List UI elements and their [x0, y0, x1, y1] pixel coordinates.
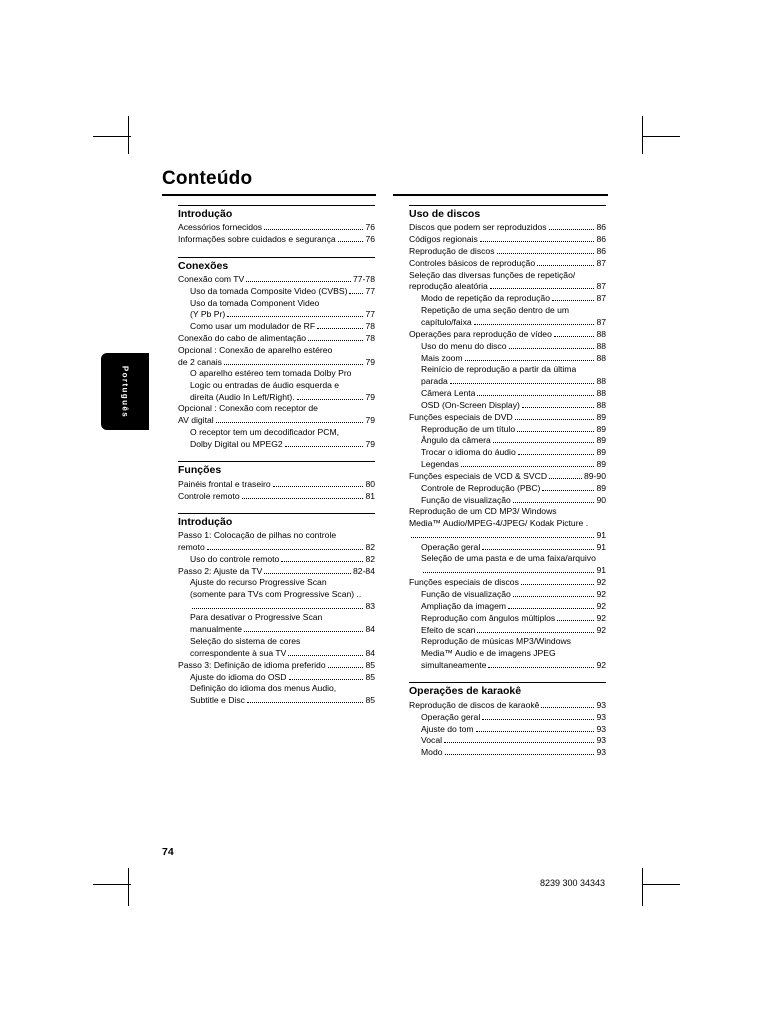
toc-entry-text: Reprodução de músicas MP3/Windows — [421, 636, 571, 647]
toc-entry-page: 87 — [596, 316, 606, 327]
toc-entry — [178, 659, 375, 671]
toc-entry-page: 87 — [596, 281, 606, 292]
toc-entry-page: 85 — [365, 671, 375, 682]
toc-entry — [178, 403, 375, 415]
toc-entry — [409, 565, 606, 577]
dot-leader — [445, 747, 595, 755]
toc-entry-page: 93 — [596, 711, 606, 722]
toc-entry-page: 89 — [596, 411, 606, 422]
toc-entry-text: Funções especiais de VCD & SVCD — [409, 471, 548, 482]
toc-entry-text: Definição do idioma dos menus Audio, — [190, 683, 337, 694]
toc-entry — [409, 246, 606, 258]
toc-entry — [409, 423, 606, 435]
toc-entry — [178, 234, 375, 246]
toc-entry-page: 78 — [365, 321, 375, 332]
toc-entry-text: Painéis frontal e traseiro — [178, 478, 271, 489]
toc-entry-page: 91 — [596, 529, 606, 540]
toc-entry — [409, 305, 606, 317]
section-title: Conexões — [178, 257, 375, 273]
toc-entry — [178, 671, 375, 683]
toc-entry — [178, 333, 375, 345]
toc-entry-text: Códigos regionais — [409, 234, 478, 245]
toc-entry-text: Controles básicos de reprodução — [409, 257, 536, 268]
toc-entry-page: 87 — [596, 257, 606, 268]
toc-entry-page: 89 — [596, 483, 606, 493]
toc-entry-text: Informações sobre cuidados e segurança — [178, 234, 336, 245]
toc-entry-text: Operações para reprodução de vídeo — [409, 328, 552, 339]
toc-entry-page: 77-78 — [353, 274, 375, 285]
toc-entry — [178, 438, 375, 450]
toc-entry-text: Media™ Audio/MPEG-4/JPEG/ Kodak Picture . — [409, 518, 589, 529]
toc-entry-page: 80 — [365, 478, 375, 489]
toc-entry-text: Dolby Digital ou MPEG2 — [190, 438, 283, 449]
toc-entry — [178, 695, 375, 707]
toc-entry-text: Conexão do cabo de alimentação — [178, 333, 307, 344]
toc-entry-page: 89 — [596, 459, 606, 470]
dot-leader — [482, 711, 594, 719]
toc-entry-text: Seleção do sistema de cores — [190, 635, 301, 646]
toc-entry-page: 92 — [596, 589, 606, 600]
toc-entry-page: 90 — [596, 494, 606, 505]
toc-entry-text: Opcional : Conexão com receptor de — [178, 403, 318, 414]
toc-entry-page: 86 — [596, 222, 606, 233]
toc-entry — [409, 471, 606, 483]
toc-entry-page: 76 — [365, 234, 375, 245]
toc-entry-text: Ajuste do tom — [421, 723, 474, 734]
toc-entry-text: Discos que podem ser reproduzidos — [409, 222, 547, 233]
toc-entry — [178, 286, 375, 298]
language-tab — [101, 353, 149, 430]
language-tab-label: Português — [120, 365, 130, 418]
dot-leader — [411, 530, 594, 538]
crop-mark — [128, 868, 129, 906]
dot-leader — [509, 340, 595, 348]
toc-entry-text: Efeito de scan — [421, 624, 476, 635]
dot-leader — [541, 699, 594, 707]
toc-entry — [178, 577, 375, 589]
toc-entry-text: (somente para TVs com Progressive Scan) .. — [190, 589, 362, 599]
toc-entry-page: 93 — [596, 735, 606, 746]
dot-leader — [328, 659, 364, 667]
toc-entry-text: AV digital — [178, 415, 214, 426]
toc-entry-page: 79 — [365, 415, 375, 426]
toc-section — [178, 205, 375, 246]
dot-leader — [281, 554, 363, 562]
toc-entry — [178, 478, 375, 490]
dot-leader — [493, 435, 595, 443]
dot-leader — [288, 648, 363, 656]
toc-right-column — [409, 205, 606, 770]
toc-entry-text: Reprodução de um título — [421, 423, 516, 434]
dot-leader — [227, 309, 363, 317]
toc-entry-text: Subtitle e Disc — [190, 695, 245, 706]
toc-entry-text: Para desativar o Progressive Scan — [190, 612, 323, 623]
toc-entry — [178, 222, 375, 234]
toc-entry — [409, 411, 606, 423]
dot-leader — [242, 490, 364, 498]
toc-entry-text: Ângulo da câmera — [421, 435, 491, 446]
toc-section — [178, 513, 375, 707]
toc-entry — [409, 660, 606, 672]
toc-entry-text: de 2 canais — [178, 356, 222, 367]
toc-entry-text: Controle remoto — [178, 490, 240, 501]
toc-entry — [409, 447, 606, 459]
toc-entry-text: Funções especiais de DVD — [409, 411, 513, 422]
toc-left-column — [178, 205, 375, 718]
toc-entry — [178, 490, 375, 502]
toc-entry — [409, 281, 606, 293]
dot-leader — [207, 542, 364, 550]
dot-leader — [264, 222, 363, 230]
toc-entry-text: Acessórios fornecidos — [178, 222, 263, 233]
section-title: Funções — [178, 461, 375, 477]
dot-leader — [423, 565, 594, 573]
dot-leader — [549, 222, 595, 230]
page-title: Conteúdo — [162, 168, 253, 189]
toc-entry — [409, 293, 606, 305]
toc-entry — [409, 483, 606, 495]
toc-entry-page: 78 — [365, 333, 375, 344]
toc-entry — [409, 234, 606, 246]
dot-leader — [474, 317, 595, 325]
dot-leader — [450, 376, 595, 384]
toc-entry-text: Função de visualização — [421, 589, 511, 600]
dot-leader — [542, 483, 594, 491]
toc-entry-text: Legendas — [421, 459, 459, 470]
toc-entry-page: 87 — [596, 293, 606, 304]
toc-entry — [409, 399, 606, 411]
title-rule — [162, 194, 376, 196]
toc-entry — [409, 518, 606, 530]
toc-entry-text: Ampliação da imagem — [421, 601, 507, 612]
toc-entry-page: 85 — [365, 659, 375, 670]
toc-entry-page: 92 — [596, 624, 606, 635]
dot-leader — [289, 671, 364, 679]
toc-entry-page: 89-90 — [584, 471, 606, 482]
dot-leader — [552, 293, 594, 301]
dot-leader — [224, 356, 363, 364]
toc-entry — [178, 554, 375, 566]
section-title: Uso de discos — [409, 205, 606, 221]
toc-entry — [178, 298, 375, 310]
toc-entry-page: 84 — [365, 624, 375, 635]
toc-entry-page: 82 — [365, 553, 375, 564]
dot-leader — [247, 695, 364, 703]
toc-entry — [409, 317, 606, 329]
page-number: 74 — [162, 846, 174, 858]
toc-entry-page: 93 — [596, 747, 606, 758]
toc-entry — [178, 309, 375, 321]
crop-mark — [642, 136, 680, 137]
toc-entry-page: 88 — [596, 375, 606, 386]
section-title: Introdução — [178, 205, 375, 221]
toc-entry-page: 81 — [365, 490, 375, 501]
dot-leader — [477, 388, 594, 396]
toc-entry — [409, 495, 606, 507]
toc-entry-text: Controle de Reprodução (PBC) — [421, 483, 541, 493]
toc-entry-text: Reprodução com ângulos múltiplos — [421, 612, 556, 623]
dot-leader — [521, 577, 595, 585]
title-rule — [393, 194, 608, 196]
toc-entry — [409, 328, 606, 340]
dot-leader — [513, 495, 595, 503]
toc-entry — [409, 388, 606, 400]
toc-entry-page: 79 — [365, 391, 375, 402]
toc-entry — [409, 553, 606, 565]
toc-entry-text: Ajuste do recurso Progressive Scan — [190, 577, 327, 588]
toc-entry-page: 88 — [596, 352, 606, 363]
toc-entry-page: 77 — [365, 309, 375, 320]
toc-entry-page: 93 — [596, 723, 606, 734]
dot-leader — [444, 735, 594, 743]
toc-entry-text: O aparelho estéreo tem tomada Dolby Pro — [190, 368, 352, 379]
dot-leader — [465, 352, 595, 360]
toc-entry — [178, 542, 375, 554]
dot-leader — [246, 274, 351, 282]
dot-leader — [488, 660, 594, 668]
toc-entry-page: 92 — [596, 577, 606, 588]
toc-entry — [178, 601, 375, 613]
toc-entry-text: Ajuste do idioma do OSD — [190, 671, 287, 682]
toc-entry — [178, 368, 375, 380]
toc-entry-text: correspondente à sua TV — [190, 647, 287, 658]
dot-leader — [308, 333, 363, 341]
toc-entry — [178, 380, 375, 392]
toc-entry — [178, 392, 375, 404]
toc-entry-page: 82-84 — [353, 565, 375, 576]
toc-entry-page: 79 — [365, 438, 375, 449]
toc-entry-text: Uso da tomada Composite Video (CVBS) — [190, 285, 348, 296]
toc-entry-text: Seleção das diversas funções de repetição/ — [409, 269, 576, 280]
dot-leader — [317, 321, 363, 329]
toc-entry-text: Opcional : Conexão de aparelho estéreo — [178, 344, 333, 355]
toc-entry — [409, 577, 606, 589]
toc-entry — [178, 321, 375, 333]
dot-leader — [461, 459, 595, 467]
toc-entry-text: Uso da tomada Component Video — [190, 297, 320, 308]
toc-entry-text: remoto — [178, 542, 205, 553]
toc-entry-page: 83 — [365, 600, 375, 611]
toc-entry-text: Modo — [421, 747, 443, 758]
toc-section — [409, 205, 606, 671]
toc-entry — [409, 270, 606, 282]
toc-entry-text: manualmente — [190, 624, 243, 635]
toc-entry — [178, 345, 375, 357]
dot-leader — [480, 234, 595, 242]
toc-entry — [409, 636, 606, 648]
toc-entry-text: Passo 1: Colocação de pilhas no controle — [178, 530, 337, 541]
toc-entry — [409, 222, 606, 234]
toc-entry — [409, 625, 606, 637]
dot-leader — [513, 589, 595, 597]
toc-entry — [178, 356, 375, 368]
toc-entry — [178, 566, 375, 578]
toc-entry-page: 91 — [596, 565, 606, 576]
toc-entry-text: parada — [421, 375, 448, 386]
crop-mark — [128, 116, 129, 154]
toc-section — [409, 682, 606, 758]
toc-entry-text: reprodução aleatória — [409, 281, 488, 292]
crop-mark — [642, 868, 643, 906]
toc-section — [178, 257, 375, 451]
dot-leader — [497, 246, 595, 254]
dot-leader — [508, 601, 594, 609]
section-title: Introdução — [178, 513, 375, 529]
toc-entry — [409, 699, 606, 711]
toc-entry — [409, 506, 606, 518]
toc-entry — [409, 723, 606, 735]
toc-entry — [409, 340, 606, 352]
toc-entry — [409, 459, 606, 471]
toc-entry-page: 92 — [596, 601, 606, 612]
dot-leader — [557, 613, 594, 621]
toc-entry-page: 79 — [365, 356, 375, 367]
toc-entry — [409, 542, 606, 554]
toc-entry-text: Câmera Lenta — [421, 387, 476, 398]
toc-entry-text: (Y Pb Pr) — [190, 309, 226, 320]
toc-entry-text: Reprodução de discos de karaokê — [409, 699, 540, 710]
toc-entry-text: Passo 3: Definição de idioma preferido — [178, 659, 326, 670]
dot-leader — [515, 411, 595, 419]
toc-entry-text: Media™ Audio e de imagens JPEG — [421, 647, 556, 658]
toc-entry-page: 86 — [596, 246, 606, 257]
crop-mark — [93, 136, 131, 137]
toc-entry-page: 76 — [365, 222, 375, 233]
dot-leader — [477, 625, 594, 633]
toc-entry-text: direita (Audio In Left/Right). — [190, 391, 295, 402]
dot-leader — [517, 423, 594, 431]
toc-entry-text: Operação geral — [421, 541, 481, 552]
dot-leader — [349, 286, 363, 294]
toc-entry-text: Reinício de reprodução a partir da última — [421, 364, 577, 375]
dot-leader — [554, 328, 595, 336]
toc-entry-page: 92 — [596, 612, 606, 623]
dot-leader — [264, 566, 351, 574]
dot-leader — [273, 478, 364, 486]
toc-entry-text: Vocal — [421, 735, 443, 746]
toc-entry — [409, 648, 606, 660]
toc-entry-page: 84 — [365, 647, 375, 658]
toc-entry — [409, 530, 606, 542]
toc-entry-page: 85 — [365, 695, 375, 706]
toc-entry-page: 93 — [596, 699, 606, 710]
toc-entry — [409, 735, 606, 747]
document-code: 8239 300 34343 — [540, 878, 606, 888]
dot-leader — [297, 392, 364, 400]
toc-entry — [409, 711, 606, 723]
toc-entry — [178, 612, 375, 624]
toc-entry — [409, 352, 606, 364]
toc-entry — [409, 435, 606, 447]
toc-entry-text: Uso do controle remoto — [190, 553, 280, 564]
toc-entry-page: 92 — [596, 659, 606, 670]
toc-entry-text: capítulo/faixa — [421, 316, 472, 327]
toc-entry — [409, 613, 606, 625]
toc-entry-text: Reprodução de um CD MP3/ Windows — [409, 506, 557, 517]
toc-entry — [178, 415, 375, 427]
toc-entry — [178, 624, 375, 636]
toc-entry — [178, 274, 375, 286]
dot-leader — [192, 601, 363, 609]
dot-leader — [549, 471, 582, 479]
toc-entry — [409, 364, 606, 376]
toc-section — [178, 461, 375, 502]
toc-entry-text: simultaneamente — [421, 659, 487, 670]
toc-entry-text: Como usar um modulador de RF — [190, 321, 316, 332]
dot-leader — [244, 624, 363, 632]
toc-entry — [409, 601, 606, 613]
toc-entry-page: 88 — [596, 328, 606, 339]
dot-leader — [338, 234, 364, 242]
toc-entry-page: 89 — [596, 435, 606, 446]
toc-entry-text: Reprodução de discos — [409, 246, 495, 257]
toc-entry — [409, 258, 606, 270]
toc-entry — [178, 589, 375, 601]
toc-entry — [178, 636, 375, 648]
toc-entry-page: 88 — [596, 399, 606, 410]
toc-entry-text: Seleção de uma pasta e de uma faixa/arquivo — [421, 553, 596, 564]
toc-entry — [178, 427, 375, 439]
toc-entry — [178, 648, 375, 660]
toc-entry-page: 86 — [596, 234, 606, 245]
toc-entry-text: Repetição de uma seção dentro de um — [421, 304, 570, 315]
toc-entry-text: Conexão com TV — [178, 274, 245, 285]
dot-leader — [518, 447, 595, 455]
dot-leader — [482, 542, 594, 550]
toc-entry-text: O receptor tem um decodificador PCM, — [190, 426, 340, 437]
dot-leader — [285, 438, 364, 446]
toc-entry-text: Função de visualização — [421, 494, 511, 505]
toc-entry — [178, 530, 375, 542]
dot-leader — [537, 258, 594, 266]
toc-entry-text: Logic ou entradas de áudio esquerda e — [190, 379, 340, 390]
toc-entry-page: 77 — [365, 285, 375, 296]
toc-entry-text: Operação geral — [421, 711, 481, 722]
toc-entry-page: 82 — [365, 542, 375, 553]
section-title: Operações de karaokê — [409, 682, 606, 698]
crop-mark — [642, 116, 643, 154]
toc-entry-page: 88 — [596, 340, 606, 351]
crop-mark — [93, 884, 131, 885]
crop-mark — [642, 884, 680, 885]
toc-entry-page: 88 — [596, 387, 606, 398]
toc-entry — [178, 683, 375, 695]
dot-leader — [476, 723, 595, 731]
toc-entry-page: 89 — [596, 423, 606, 434]
toc-entry-text: Mais zoom — [421, 352, 463, 363]
toc-entry-text: OSD (On-Screen Display) — [421, 399, 520, 410]
toc-entry-text: Modo de repetição da reprodução — [421, 293, 550, 304]
dot-leader — [216, 415, 364, 423]
toc-entry-page: 89 — [596, 447, 606, 458]
toc-entry — [409, 376, 606, 388]
toc-entry-page: 91 — [596, 541, 606, 552]
toc-entry-text: Trocar o idioma do áudio — [421, 447, 516, 458]
dot-leader — [522, 399, 595, 407]
toc-entry — [409, 747, 606, 759]
toc-entry — [409, 589, 606, 601]
toc-entry-text: Passo 2: Ajuste da TV — [178, 565, 263, 576]
dot-leader — [490, 281, 595, 289]
toc-entry-text: Funções especiais de discos — [409, 577, 519, 588]
toc-entry-text: Uso do menu do disco — [421, 340, 507, 351]
